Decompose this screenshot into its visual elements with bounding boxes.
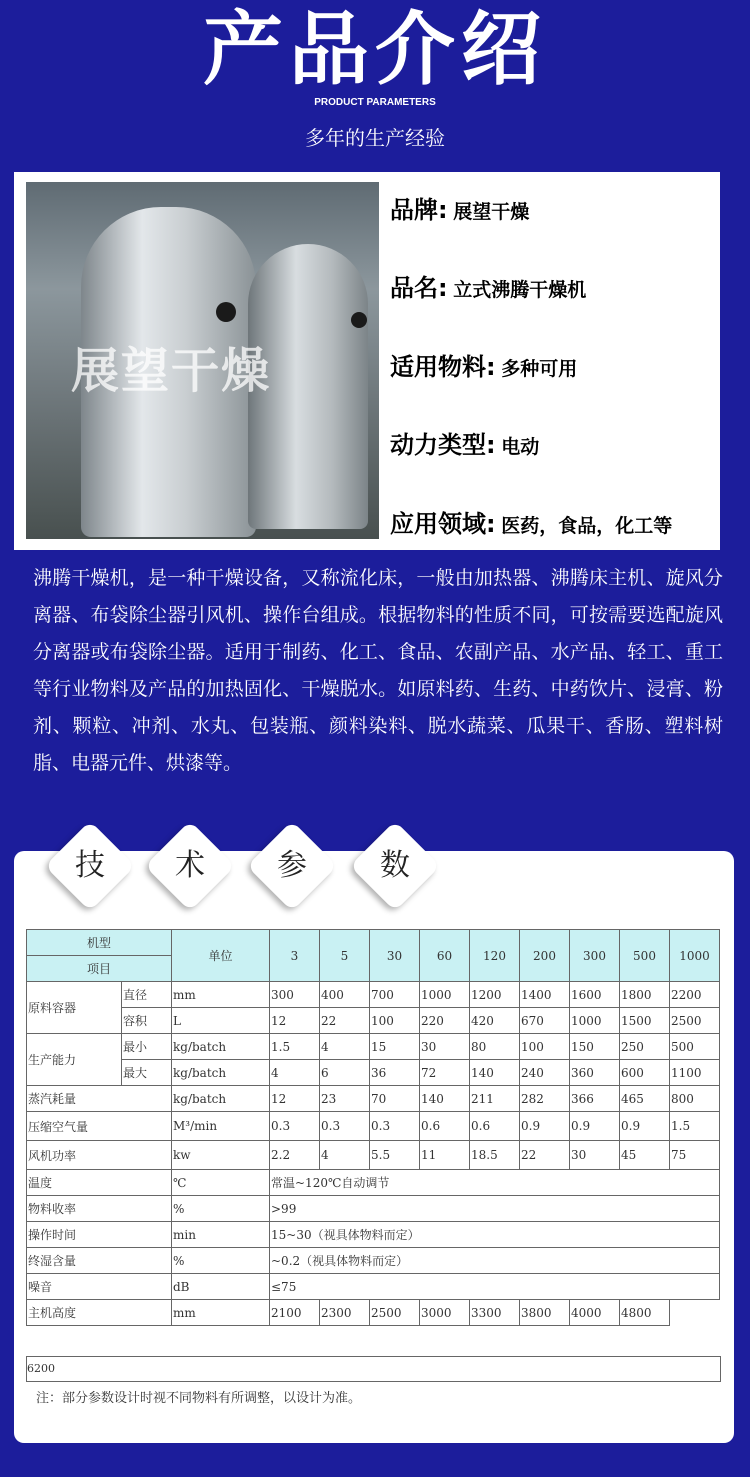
table-cell: 0.6	[470, 1112, 520, 1141]
table-cell: dB	[172, 1274, 270, 1300]
table-cell: kw	[172, 1141, 270, 1170]
section-title-char: 参	[250, 824, 334, 908]
table-cell: 1100	[670, 1060, 720, 1086]
table-cell: 150	[570, 1034, 620, 1060]
table-cell: kg/batch	[172, 1060, 270, 1086]
model-col: 60	[420, 930, 470, 982]
table-cell: 400	[320, 982, 370, 1008]
table-cell: 140	[470, 1060, 520, 1086]
table-cell: 0.9	[620, 1112, 670, 1141]
table-row	[27, 1086, 720, 1112]
model-col: 200	[520, 930, 570, 982]
subtitle-english: PRODUCT PARAMETERS	[314, 97, 436, 108]
table-cell: 100	[520, 1034, 570, 1060]
table-cell: 70	[370, 1086, 420, 1112]
table-cell: 140	[420, 1086, 470, 1112]
table-cell: 终湿含量	[27, 1248, 172, 1274]
header-model: 机型	[27, 930, 172, 956]
table-row	[27, 1274, 720, 1300]
table-row	[27, 982, 720, 1008]
model-col: 500	[620, 930, 670, 982]
table-cell: kg/batch	[172, 1034, 270, 1060]
table-cell: 600	[620, 1060, 670, 1086]
table-cell: 4000	[570, 1300, 620, 1326]
table-cell: 主机高度	[27, 1300, 172, 1326]
table-cell: 物料收率	[27, 1196, 172, 1222]
table-cell: 操作时间	[27, 1222, 172, 1248]
table-cell: %	[172, 1196, 270, 1222]
table-cell: 1.5	[670, 1112, 720, 1141]
table-cell: 0.9	[520, 1112, 570, 1141]
table-cell: 100	[370, 1008, 420, 1034]
spec-product-name: 品名: 立式沸腾干燥机	[390, 274, 587, 302]
table-row	[27, 1196, 720, 1222]
header-item: 项目	[27, 956, 172, 982]
table-row	[27, 1141, 720, 1170]
table-cell: 4	[320, 1034, 370, 1060]
table-cell: 0.9	[570, 1112, 620, 1141]
model-col: 120	[470, 930, 520, 982]
table-cell: 6	[320, 1060, 370, 1086]
table-cell: 15~30（视具体物料而定）	[270, 1222, 720, 1248]
table-cell: 风机功率	[27, 1141, 172, 1170]
model-col: 300	[570, 930, 620, 982]
table-cell: 1200	[470, 982, 520, 1008]
subtitle-chinese: 多年的生产经验	[305, 126, 445, 150]
parameters-table	[26, 929, 720, 1326]
table-cell: 300	[270, 982, 320, 1008]
table-cell: 500	[670, 1034, 720, 1060]
table-cell: 30	[420, 1034, 470, 1060]
product-card	[14, 172, 720, 550]
table-cell: 2.2	[270, 1141, 320, 1170]
table-cell: %	[172, 1248, 270, 1274]
header-unit: 单位	[172, 930, 270, 982]
table-cell: 1800	[620, 982, 670, 1008]
table-cell: 211	[470, 1086, 520, 1112]
table-cell: mm	[172, 982, 270, 1008]
table-cell: 4800	[620, 1300, 670, 1326]
table-cell: 11	[420, 1141, 470, 1170]
table-cell: kg/batch	[172, 1086, 270, 1112]
table-cell: 366	[570, 1086, 620, 1112]
model-col: 30	[370, 930, 420, 982]
table-cell: 1000	[420, 982, 470, 1008]
table-cell: 0.3	[370, 1112, 420, 1141]
table-cell: 15	[370, 1034, 420, 1060]
table-cell: 465	[620, 1086, 670, 1112]
table-cell: 蒸汽耗量	[27, 1086, 172, 1112]
table-cell: 36	[370, 1060, 420, 1086]
table-cell: 670	[520, 1008, 570, 1034]
table-cell: 12	[270, 1008, 320, 1034]
table-cell: ℃	[172, 1170, 270, 1196]
table-row	[27, 1008, 720, 1034]
table-cell: 220	[420, 1008, 470, 1034]
table-cell: 2300	[320, 1300, 370, 1326]
table-cell: 22	[520, 1141, 570, 1170]
table-cell: 420	[470, 1008, 520, 1034]
table-cell: 压缩空气量	[27, 1112, 172, 1141]
table-cell: 0.3	[270, 1112, 320, 1141]
table-row	[27, 1300, 720, 1326]
table-row	[27, 1222, 720, 1248]
table-cell: 4	[320, 1141, 370, 1170]
table-cell: 0.6	[420, 1112, 470, 1141]
table-cell: 282	[520, 1086, 570, 1112]
table-cell: 2100	[270, 1300, 320, 1326]
spec-brand: 品牌: 展望干燥	[390, 196, 530, 224]
table-cell: >99	[270, 1196, 720, 1222]
table-cell: 1400	[520, 982, 570, 1008]
table-cell: 75	[670, 1141, 720, 1170]
spec-power: 动力类型: 电动	[390, 431, 540, 459]
table-cell: 直径	[122, 982, 172, 1008]
product-description: 沸腾干燥机，是一种干燥设备，又称流化床，一般由加热器、沸腾床主机、旋风分离器、布袋除尘器引风机、操作台组成。根据物料的性质不同，可按需要选配旋风分离器或布袋除尘器。适用于制药、化工、食品、农副产品、水产品、轻工、重工等行业物料及产品的加热固化、干燥脱水。如原料药、生药、中药饮片、浸膏、粉剂、颗粒、冲剂、水丸、包装瓶、颜料染料、脱水蔬菜、瓜果干、香肠、塑料树脂、电器元件、烘漆等。	[33, 567, 723, 774]
table-cell: 常温~120℃自动调节	[270, 1170, 720, 1196]
table-cell: ≤75	[270, 1274, 720, 1300]
table-cell: 4	[270, 1060, 320, 1086]
spec-application: 应用领域: 医药，食品，化工等	[390, 510, 673, 538]
watermark: 展望干燥	[71, 343, 272, 399]
table-cell: 800	[670, 1086, 720, 1112]
table-cell: 72	[420, 1060, 470, 1086]
table-row	[27, 1060, 720, 1086]
table-cell: M³/min	[172, 1112, 270, 1141]
table-cell: 原料容器	[27, 982, 122, 1034]
table-cell: 最小	[122, 1034, 172, 1060]
table-cell: 3300	[470, 1300, 520, 1326]
page-title: 产品介绍	[203, 3, 547, 96]
table-cell: 22	[320, 1008, 370, 1034]
table-cell: 18.5	[470, 1141, 520, 1170]
table-cell: L	[172, 1008, 270, 1034]
table-cell: 温度	[27, 1170, 172, 1196]
table-cell: 5.5	[370, 1141, 420, 1170]
overflow-value-box: 6200	[26, 1356, 721, 1382]
section-title-char: 技	[48, 824, 132, 908]
product-photo	[26, 182, 379, 539]
model-col: 1000	[670, 930, 720, 982]
table-cell: 3800	[520, 1300, 570, 1326]
table-cell: 3000	[420, 1300, 470, 1326]
table-cell: ~0.2（视具体物料而定）	[270, 1248, 720, 1274]
table-row	[27, 1112, 720, 1141]
table-cell: 噪音	[27, 1274, 172, 1300]
table-cell: 容积	[122, 1008, 172, 1034]
table-cell: min	[172, 1222, 270, 1248]
table-cell: mm	[172, 1300, 270, 1326]
table-cell: 250	[620, 1034, 670, 1060]
spec-material: 适用物料: 多种可用	[390, 353, 578, 381]
table-cell: 240	[520, 1060, 570, 1086]
section-title-char: 数	[353, 824, 437, 908]
table-cell: 0.3	[320, 1112, 370, 1141]
table-cell: 1.5	[270, 1034, 320, 1060]
table-cell: 2500	[670, 1008, 720, 1034]
table-note: 注：部分参数设计时视不同物料有所调整，以设计为准。	[36, 1391, 362, 1406]
section-title-char: 术	[148, 824, 232, 908]
table-cell: 45	[620, 1141, 670, 1170]
table-cell: 23	[320, 1086, 370, 1112]
table-row	[27, 1170, 720, 1196]
model-col: 3	[270, 930, 320, 982]
table-cell: 700	[370, 982, 420, 1008]
table-cell: 1600	[570, 982, 620, 1008]
table-cell: 最大	[122, 1060, 172, 1086]
table-cell: 360	[570, 1060, 620, 1086]
table-cell: 生产能力	[27, 1034, 122, 1086]
table-cell: 80	[470, 1034, 520, 1060]
table-cell: 30	[570, 1141, 620, 1170]
table-cell: 1000	[570, 1008, 620, 1034]
table-row	[27, 1034, 720, 1060]
table-cell: 1500	[620, 1008, 670, 1034]
table-cell: 2500	[370, 1300, 420, 1326]
table-row	[27, 1248, 720, 1274]
model-col: 5	[320, 930, 370, 982]
table-cell: 2200	[670, 982, 720, 1008]
table-cell: 12	[270, 1086, 320, 1112]
